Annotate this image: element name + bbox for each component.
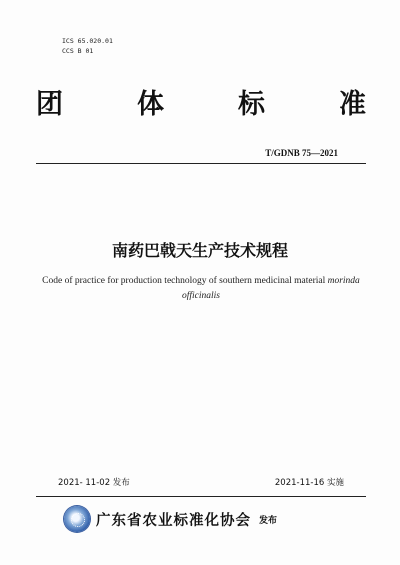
footer-divider [36,496,366,497]
standard-number: T/GDNB 75—2021 [265,148,338,158]
standard-type-char: 体 [137,89,164,120]
classification-codes [62,36,113,56]
header-divider [36,163,366,164]
english-title-text: Code of practice for production technology of southern medicinal material [42,276,328,286]
issuer-name: 广东省农业标准化协会 [96,512,251,529]
issuer-block [64,506,277,532]
standard-type-char: 团 [36,89,63,120]
association-seal-icon [64,506,90,532]
standard-type-char: 准 [339,89,366,120]
implementation-date: 2021-11-16 实施 [274,478,344,488]
chinese-title: 南药巴戟天生产技术规程 [111,241,288,260]
issue-date: 2021- 11-02 发布 [58,478,130,488]
issuer-suffix: 发布 [259,515,278,526]
english-title-italic: morinda officinalis [182,276,360,301]
ccs-code: CCS B 01 [62,47,94,55]
standard-type-heading [36,82,366,121]
standard-type-char: 标 [238,89,265,120]
ics-code: ICS 65.020.01 [62,37,113,45]
english-title [40,274,362,304]
